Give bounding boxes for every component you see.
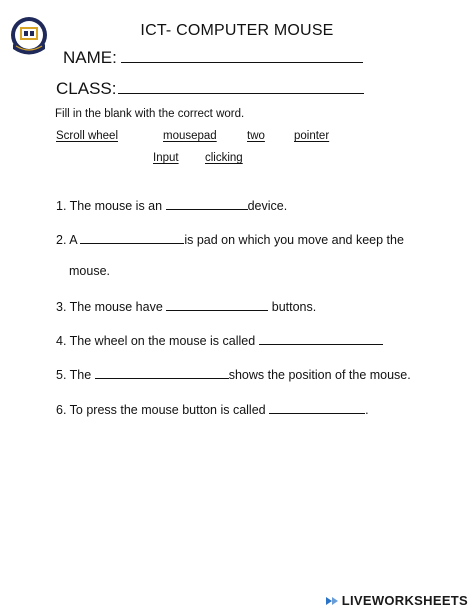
- question-text: 6. To press the mouse button is called: [56, 403, 270, 417]
- question-5: [56, 367, 411, 382]
- question-2: [56, 232, 404, 247]
- word-bank-item[interactable]: clicking: [205, 152, 243, 164]
- answer-blank[interactable]: [259, 333, 383, 345]
- question-text: 5. The: [56, 368, 95, 382]
- answer-blank[interactable]: [166, 299, 268, 311]
- question-text: 3. The mouse have: [56, 300, 167, 314]
- word-bank-item[interactable]: Input: [153, 152, 179, 164]
- question-text: buttons.: [268, 300, 317, 314]
- question-3: [56, 299, 316, 314]
- question-6: [56, 402, 369, 417]
- name-field[interactable]: [121, 48, 363, 63]
- question-text: 4. The wheel on the mouse is called: [56, 334, 259, 348]
- name-label: NAME:: [63, 48, 117, 67]
- name-row: [63, 48, 363, 68]
- word-bank-item[interactable]: two: [247, 130, 265, 142]
- answer-blank[interactable]: [80, 232, 184, 244]
- question-text: device.: [247, 199, 288, 213]
- question-text: shows the position of the mouse.: [228, 368, 411, 382]
- answer-blank[interactable]: [95, 367, 229, 379]
- class-row: [56, 79, 364, 99]
- question-text: 1. The mouse is an: [56, 199, 166, 213]
- word-bank-item[interactable]: mousepad: [163, 130, 217, 142]
- question-text: 2. A: [56, 233, 81, 247]
- answer-blank[interactable]: [166, 198, 248, 210]
- word-bank-item[interactable]: pointer: [294, 130, 330, 142]
- liveworksheets-brand: [325, 593, 468, 608]
- question-1: [56, 198, 287, 213]
- instruction-text: Fill in the blank with the correct word.: [55, 108, 245, 120]
- answer-blank[interactable]: [269, 402, 365, 414]
- worksheet-title: ICT- COMPUTER MOUSE: [140, 22, 334, 39]
- liveworksheets-logo-icon: [325, 595, 339, 607]
- question-text: is pad on which you move and keep the: [184, 233, 404, 247]
- class-label: CLASS:: [56, 79, 117, 98]
- question-4: [56, 333, 383, 348]
- word-bank-item[interactable]: Scroll wheel: [56, 130, 118, 142]
- brand-text: LIVEWORKSHEETS: [341, 593, 468, 608]
- question-2-continuation: mouse.: [69, 264, 110, 278]
- class-field[interactable]: [118, 79, 364, 94]
- question-text: .: [365, 403, 369, 417]
